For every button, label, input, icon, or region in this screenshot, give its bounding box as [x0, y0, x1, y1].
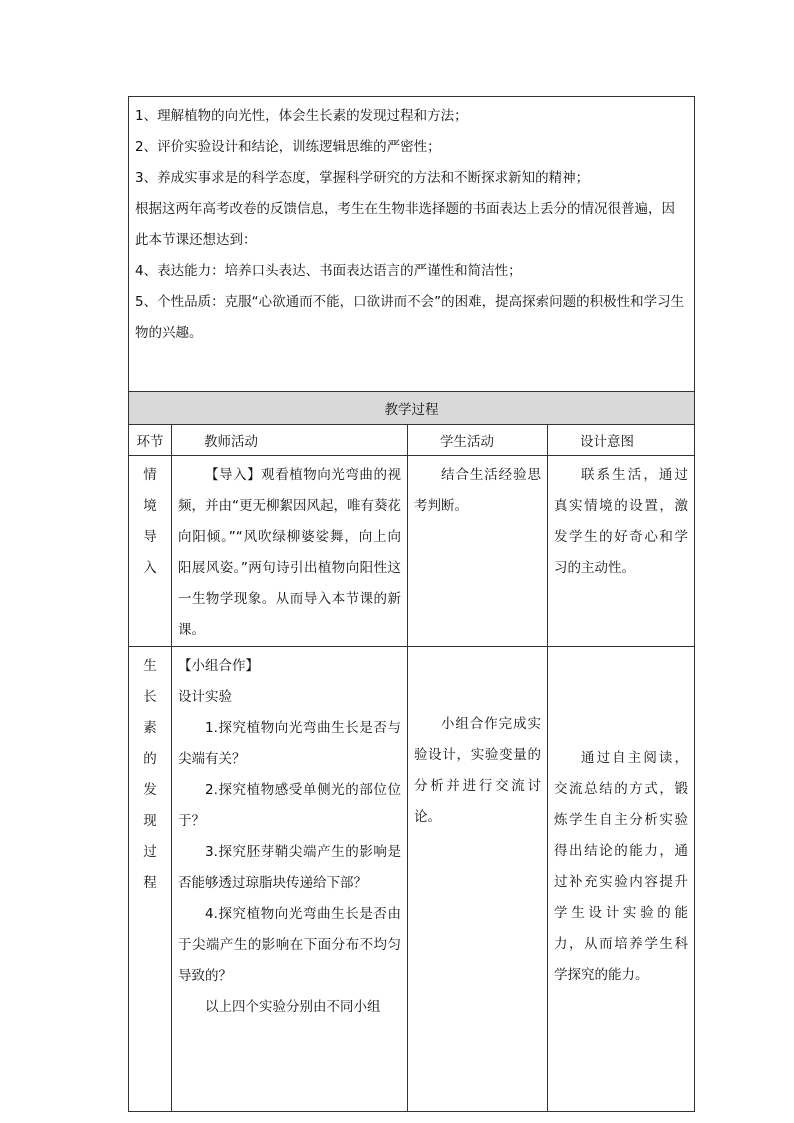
objectives-cell [129, 97, 695, 392]
teacher-activity-cell [172, 456, 408, 647]
table-row-intro [129, 456, 695, 647]
stage-char: 生 [143, 658, 157, 674]
stage-char: 的 [143, 751, 157, 767]
experiment-item: 3.探究胚芽鞘尖端产生的影响是否能够透过琼脂块传递给下部？ [178, 844, 401, 891]
column-header-teacher: 教师活动 [172, 425, 408, 456]
stage-cell [129, 647, 172, 1112]
stage-char: 情 [143, 467, 157, 483]
objective-item: 2、评价实验设计和结论，训练逻辑思维的严密性； [135, 139, 441, 155]
section-header: 教学过程 [129, 392, 695, 425]
design-intent-cell [548, 456, 695, 647]
student-activity-cell [408, 456, 548, 647]
stage-char: 发 [143, 782, 157, 798]
column-header-row [129, 425, 695, 456]
column-header-intent: 设计意图 [548, 425, 695, 456]
student-activity-text: 结合生活经验思考判断。 [414, 467, 541, 514]
stage-char: 境 [143, 498, 157, 514]
design-intent-text: 联系生活，通过真实情境的设置，激发学生的好奇心和学习的主动性。 [554, 467, 688, 576]
teacher-activity-subtitle: 设计实验 [178, 689, 232, 705]
stage-char: 长 [143, 689, 157, 705]
stage-char: 入 [143, 560, 157, 576]
stage-char: 程 [143, 875, 157, 891]
stage-char: 现 [143, 813, 157, 829]
design-intent-text: 通过自主阅读，交流总结的方式，锻炼学生自主分析实验得出结论的能力，通过补充实验内容提升学生设计实验的能力，从而培养学生科学探究的能力。 [554, 750, 688, 983]
objective-item: 5、个性品质：克服“心欲通而不能，口欲讲而不会”的困难，提高探索问题的积极性和学习生物的兴趣。 [135, 294, 685, 341]
experiment-item: 1.探究植物向光弯曲生长是否与尖端有关？ [178, 720, 401, 767]
teacher-activity-text: 【导入】观看植物向光弯曲的视频，并由“更无柳絮因风起，唯有葵花向阳倾。”“风吹绿柳婆娑舞，向上向阳展风姿。”两句诗引出植物向阳性这一生物学现象。从而导入本节课的新课。 [178, 467, 401, 638]
stage-char: 素 [143, 720, 157, 736]
objective-note: 根据这两年高考改卷的反馈信息，考生在生物非选择题的书面表达上丢分的情况很普遍，因此本节课还想达到： [135, 201, 675, 248]
stage-cell [129, 456, 172, 647]
column-header-stage: 环节 [129, 425, 172, 456]
objective-item: 4、表达能力：培养口头表达、书面表达语言的严谨性和简洁性； [135, 263, 522, 279]
column-header-student: 学生活动 [408, 425, 548, 456]
experiment-item: 4.探究植物向光弯曲生长是否由于尖端产生的影响在下面分布不均匀导致的？ [178, 906, 401, 984]
teacher-activity-title: 【小组合作】 [178, 658, 259, 674]
objectives-row [129, 97, 695, 392]
experiment-note: 以上四个实验分别由不同小组 [205, 999, 381, 1015]
table-row-growth [129, 647, 695, 1112]
experiment-item: 2.探究植物感受单侧光的部位位于？ [178, 782, 401, 829]
objective-item: 1、理解植物的向光性，体会生长素的发现过程和方法； [135, 108, 468, 124]
stage-char: 过 [143, 844, 157, 860]
student-activity-cell [408, 647, 548, 1112]
design-intent-cell [548, 647, 695, 1112]
teacher-activity-cell [172, 647, 408, 1112]
stage-char: 导 [143, 529, 157, 545]
section-header-row [129, 392, 695, 425]
student-activity-text: 小组合作完成实验设计，实验变量的分析并进行交流讨论。 [414, 716, 541, 825]
objective-item: 3、养成实事求是的科学态度，掌握科学研究的方法和不断探求新知的精神； [135, 170, 590, 186]
lesson-plan-table [128, 96, 695, 1112]
